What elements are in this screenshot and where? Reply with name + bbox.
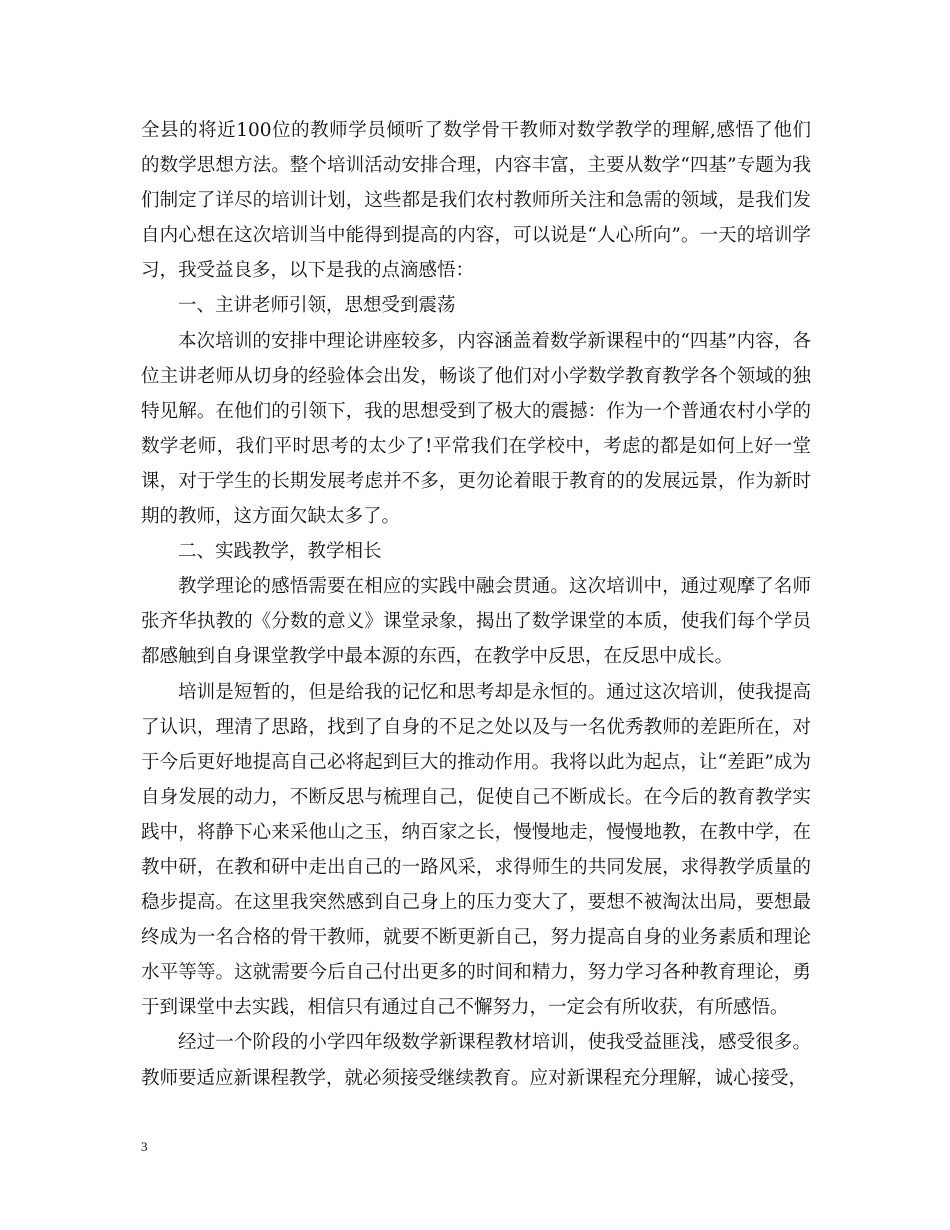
page-number: 3 (141, 1139, 148, 1154)
paragraph-reflection: 培训是短暂的，但是给我的记忆和思考却是永恒的。通过这次培训，使我提高了认识，理清了思路，找到了自身的不足之处以及与一名优秀教师的差距所在，对于今后更好地提高自己必将起到巨大的推动作用。我将以此为起点，让“差距”成为自身发展的动力，不断反思与梳理自己，促使自己不断成长。在今后的教育教学实践中，将静下心来采他山之玉，纳百家之长，慢慢地走，慢慢地教，在教中学，在教中研，在教和研中走出自己的一路风采，求得师生的共同发展，求得教学质量的稳步提高。在这里我突然感到自己身上的压力变大了，要想不被淘汰出局，要想最终成为一名合格的骨干教师，就要不断更新自己，努力提高自身的业务素质和理论水平等等。这就需要今后自己付出更多的时间和精力，努力学习各种教育理论，勇于到课堂中去实践，相信只有通过自己不懈努力，一定会有所收获，有所感悟。 (141, 681, 811, 1019)
section-heading-2: 二、实践教学，教学相长 (178, 541, 382, 563)
section-heading-1: 一、主讲老师引领，思想受到震荡 (178, 295, 456, 317)
paragraph-section-1: 本次培训的安排中理论讲座较多，内容涵盖着数学新课程中的“四基”内容，各位主讲老师从切身的经验体会出发，畅谈了他们对小学数学教育教学各个领域的独特见解。在他们的引领下，我的思想受到了极大的震撼：作为一个普通农村小学的数学老师，我们平时思考的太少了!平常我们在学校中，考虑的都是如何上好一堂课，对于学生的长期发展考虑并不多，更勿论着眼于教育的的发展远景，作为新时期的教师，这方面欠缺太多了。 (141, 330, 812, 528)
paragraph-closing: 经过一个阶段的小学四年级数学新课程教材培训，使我受益匪浅，感受很多。教师要适应新课程教学，就必须接受继续教育。应对新课程充分理解，诚心接受， (141, 1032, 811, 1089)
document-body (141, 113, 811, 1096)
paragraph-intro: 全县的将近100位的教师学员倾听了数学骨干教师对数学教学的理解,感悟了他们的数学思想方法。整个培训活动安排合理，内容丰富，主要从数学“四基”专题为我们制定了详尽的培训计划，这些都是我们农村教师所关注和急需的领域，是我们发自内心想在这次培训当中能得到提高的内容，可以说是“人心所向”。一天的培训学习，我受益良多，以下是我的点滴感悟： (141, 120, 811, 282)
paragraph-section-2: 教学理论的感悟需要在相应的实践中融会贯通。这次培训中，通过观摩了名师张齐华执教的《分数的意义》课堂录象，揭出了数学课堂的本质，使我们每个学员都感触到自身课堂教学中最本源的东西，在教学中反思，在反思中成长。 (141, 576, 811, 668)
